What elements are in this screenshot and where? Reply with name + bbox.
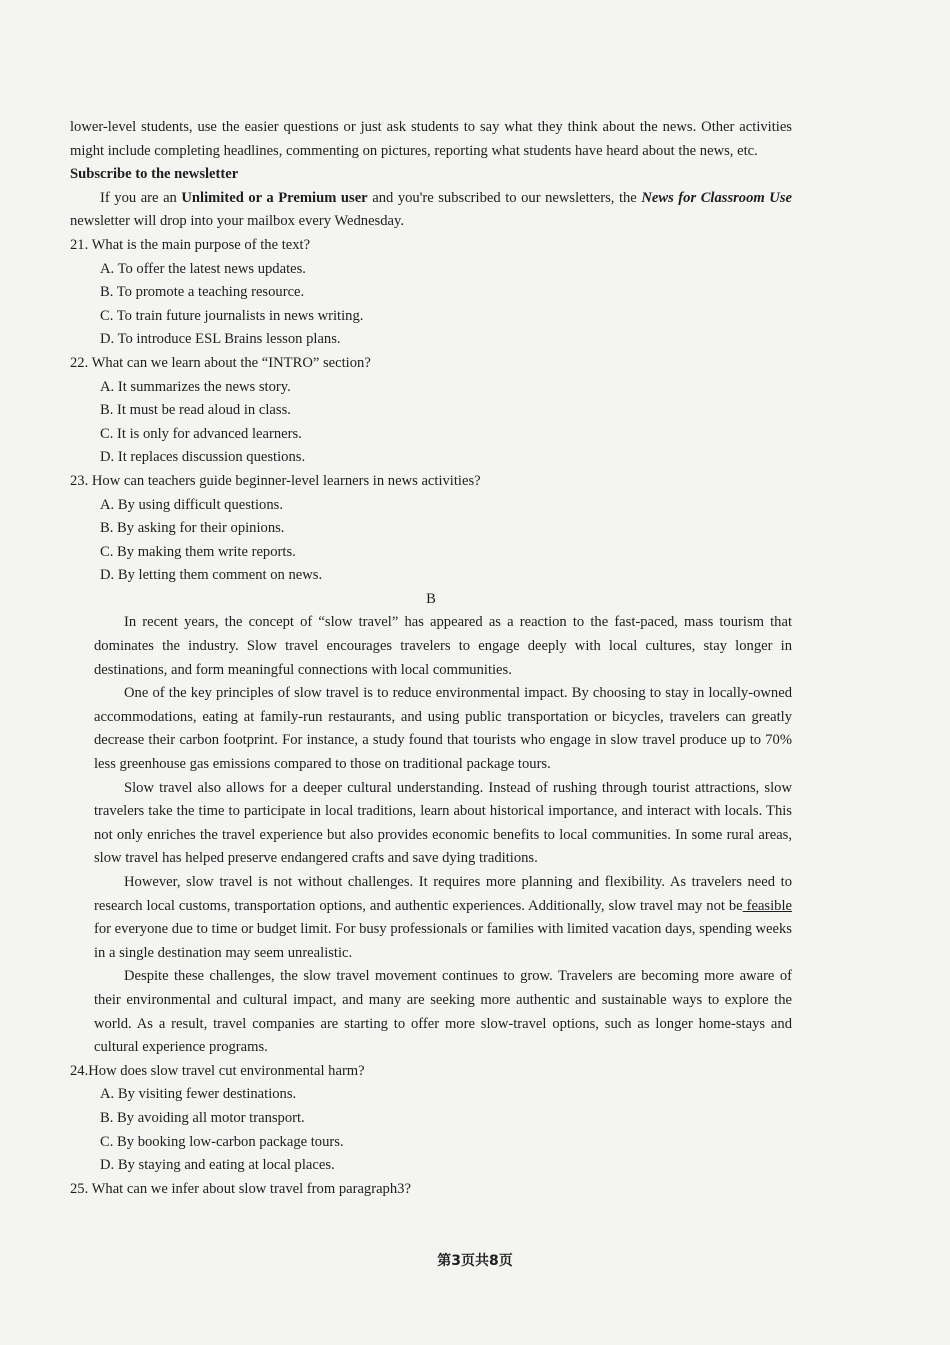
passage-b-paragraph-1: In recent years, the concept of “slow travel” has appeared as a reaction to the fast-paced, mass tourism that dominates the industry. Slow travel encourages travelers to engage deeply with local cultures, stay longer in destinations, and form meaningful connections with local communities. xyxy=(94,614,792,678)
question-21-option-a: A. To offer the latest news updates. xyxy=(100,260,306,277)
question-24-option-c: C. By booking low-carbon package tours. xyxy=(100,1133,344,1150)
question-24-option-d: D. By staying and eating at local places. xyxy=(100,1157,335,1174)
question-22-option-a: A. It summarizes the news story. xyxy=(100,378,291,395)
paragraph-4-text-1: However, slow travel is not without challenges. It requires more planning and flexibility. As travelers need to research local customs, transportation options, and authentic experiences. Additionally, slow travel may not be xyxy=(94,874,792,914)
passage-b-paragraph-5: Despite these challenges, the slow travel movement continues to grow. Travelers are becoming more aware of their environmental and cultural impact, and many are seeking more authentic and sustainable ways to explore the world. As a result, travel companies are starting to offer more slow-travel options, such as longer home-stays and cultural experience programs. xyxy=(94,968,792,1056)
paragraph-4-text-2: for everyone due to time or budget limit. For busy professionals or families with limited vacation days, spending weeks in a single destination may seem unrealistic. xyxy=(94,921,792,961)
question-21-option-d: D. To introduce ESL Brains lesson plans. xyxy=(100,331,341,348)
question-22-option-b: B. It must be read aloud in class. xyxy=(100,402,291,419)
question-24-option-b: B. By avoiding all motor transport. xyxy=(100,1109,305,1126)
subscribe-text-2: and you're subscribed to our newsletters, the xyxy=(367,189,642,206)
question-23-option-a: A. By using difficult questions. xyxy=(100,496,283,513)
question-22: 22. What can we learn about the “INTRO” section? xyxy=(70,354,371,371)
page-number-footer: 第3页共8页 xyxy=(437,1253,513,1269)
subscribe-paragraph xyxy=(70,187,792,234)
intro-paragraph-continuation: lower-level students, use the easier questions or just ask students to say what they think about the news. Other activities might include completing headlines, commenting on pictures, reporting what students have heard about the news, etc. xyxy=(70,119,792,159)
question-21-option-c: C. To train future journalists in news writing. xyxy=(100,307,364,324)
underlined-word-feasible: feasible xyxy=(742,897,792,914)
question-25: 25. What can we infer about slow travel from paragraph3? xyxy=(70,1180,411,1197)
question-23: 23. How can teachers guide beginner-level learners in news activities? xyxy=(70,472,481,489)
question-24-option-a: A. By visiting fewer destinations. xyxy=(100,1086,297,1103)
newsletter-name: News for Classroom Use xyxy=(641,189,793,206)
passage-b-paragraph-3: Slow travel also allows for a deeper cultural understanding. Instead of rushing through tourist attractions, slow travelers take the time to participate in local traditions, learn about historical importance, and interact with locals. This not only enriches the travel experience but also provides economic benefits to local communities. In some rural areas, slow travel has helped preserve endangered crafts and save dying traditions. xyxy=(94,779,792,867)
passage-b-paragraph-2: One of the key principles of slow travel is to reduce environmental impact. By choosing to stay in locally-owned accommodations, eating at family-run restaurants, and using public transportation or bicycles, travelers can greatly decrease their carbon footprint. For instance, a study found that tourists who engage in slow travel produce up to 70% less greenhouse gas emissions compared to those on traditional package tours. xyxy=(94,685,792,773)
passage-b-paragraph-4 xyxy=(70,871,792,965)
question-22-option-d: D. It replaces discussion questions. xyxy=(100,449,306,466)
subscribe-user-type: Unlimited or a Premium user xyxy=(181,189,368,206)
question-21: 21. What is the main purpose of the text? xyxy=(70,236,311,253)
question-24: 24.How does slow travel cut environmental harm? xyxy=(70,1062,365,1079)
subscribe-text-3: newsletter will drop into your mailbox every Wednesday. xyxy=(70,213,404,230)
question-22-option-c: C. It is only for advanced learners. xyxy=(100,425,302,442)
page-body xyxy=(70,116,792,1201)
question-23-option-c: C. By making them write reports. xyxy=(100,543,296,560)
section-b-heading: B xyxy=(426,590,436,607)
subscribe-text-1: If you are an xyxy=(100,189,182,206)
question-23-option-b: B. By asking for their opinions. xyxy=(100,520,285,537)
question-23-option-d: D. By letting them comment on news. xyxy=(100,567,323,584)
subscribe-heading: Subscribe to the newsletter xyxy=(70,166,239,183)
question-21-option-b: B. To promote a teaching resource. xyxy=(100,284,305,301)
